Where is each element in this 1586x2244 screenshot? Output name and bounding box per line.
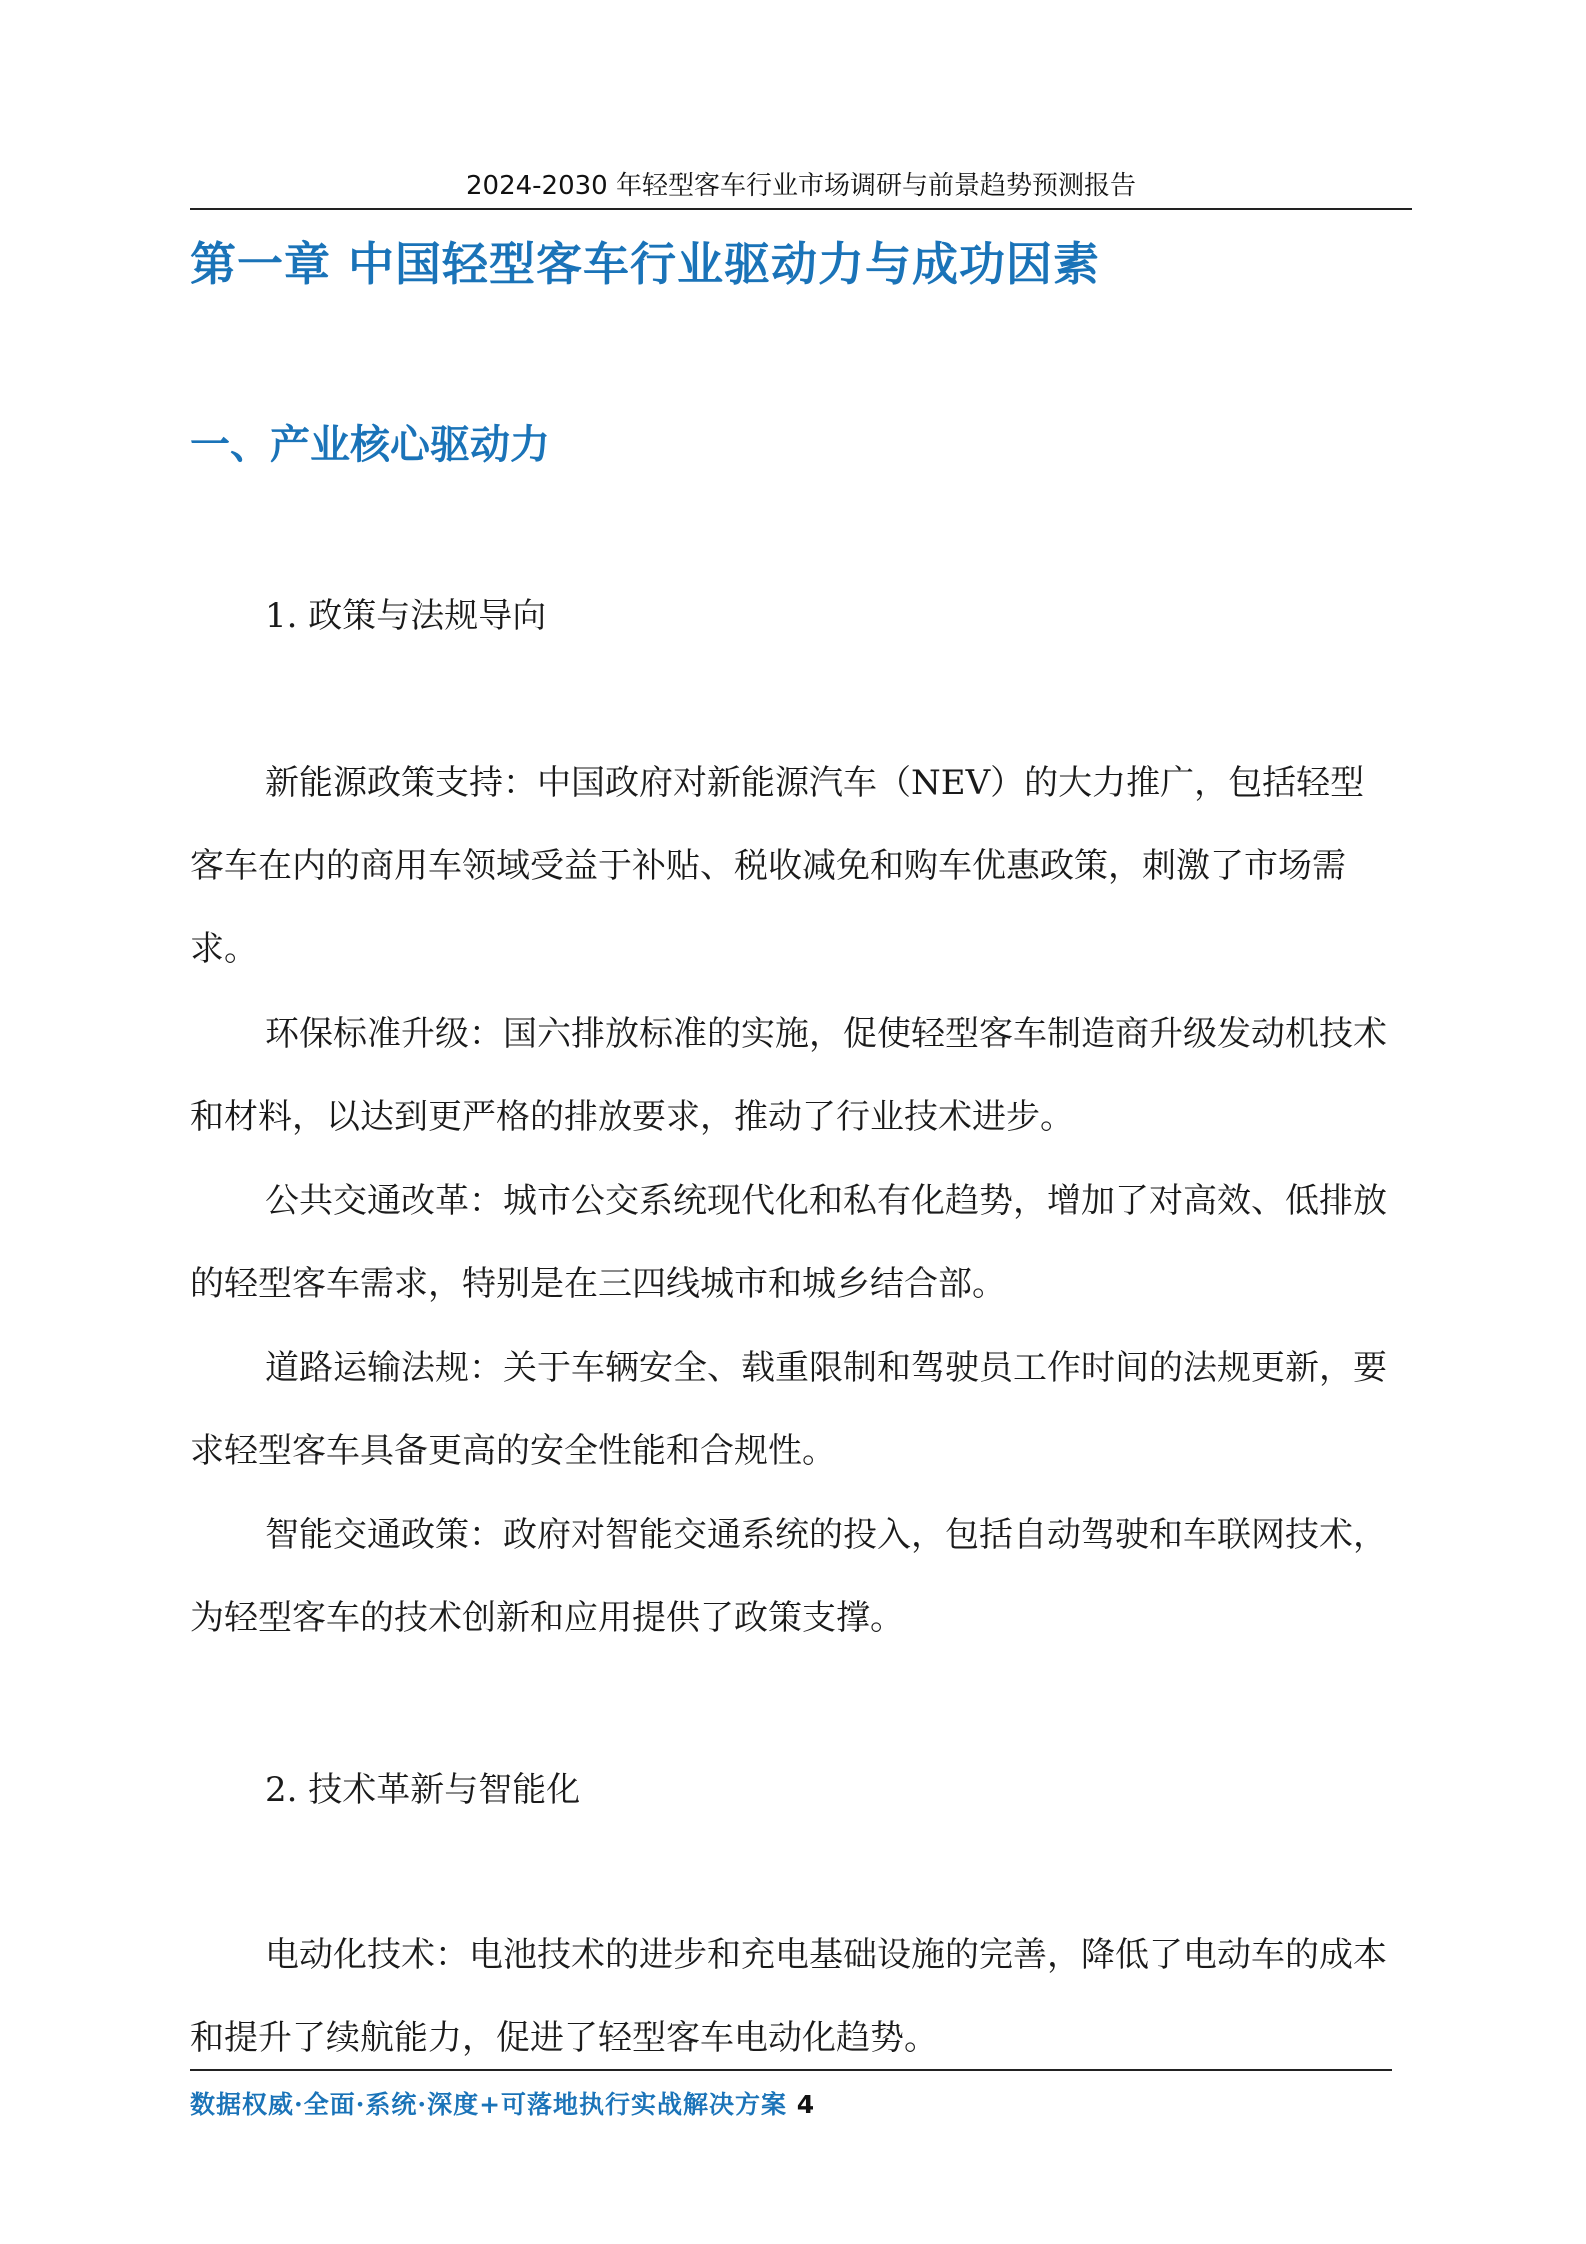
paragraph-nev-policy: 新能源政策支持：中国政府对新能源汽车（NEV）的大力推广，包括轻型客车在内的商用车领域受益于补贴、税收减免和购车优惠政策，刺激了市场需求。: [190, 763, 1365, 969]
footer-divider: [190, 2069, 1392, 2071]
paragraph-smart-transport: 智能交通政策：政府对智能交通系统的投入，包括自动驾驶和车联网技术，为轻型客车的技术创新和应用提供了政策支撑。: [190, 1515, 1387, 1638]
paragraph-emission-standards: 环保标准升级：国六排放标准的实施，促使轻型客车制造商升级发动机技术和材料，以达到更严格的排放要求，推动了行业技术进步。: [190, 1014, 1387, 1137]
footer: [190, 2085, 815, 2121]
subsection-heading-policy: 1. 政策与法规导向: [265, 596, 547, 636]
page-number: 4: [796, 2090, 816, 2119]
report-header-title: 2024-2030 年轻型客车行业市场调研与前景趋势预测报告: [466, 171, 1136, 201]
footer-slogan: 数据权威·全面·系统·深度+可落地执行实战解决方案: [190, 2090, 788, 2119]
chapter-title: 第一章 中国轻型客车行业驱动力与成功因素: [190, 237, 1101, 291]
subsection-heading-technology: 2. 技术革新与智能化: [265, 1770, 581, 1810]
paragraph-public-transport: 公共交通改革：城市公交系统现代化和私有化趋势，增加了对高效、低排放的轻型客车需求，特别是在三四线城市和城乡结合部。: [190, 1181, 1387, 1304]
section-title: 一、产业核心驱动力: [190, 422, 550, 468]
paragraph-road-transport: 道路运输法规：关于车辆安全、载重限制和驾驶员工作时间的法规更新，要求轻型客车具备更高的安全性能和合规性。: [190, 1348, 1387, 1471]
paragraph-electrification: 电动化技术：电池技术的进步和充电基础设施的完善，降低了电动车的成本和提升了续航能力，促进了轻型客车电动化趋势。: [190, 1935, 1387, 2058]
header-divider: [190, 208, 1412, 210]
